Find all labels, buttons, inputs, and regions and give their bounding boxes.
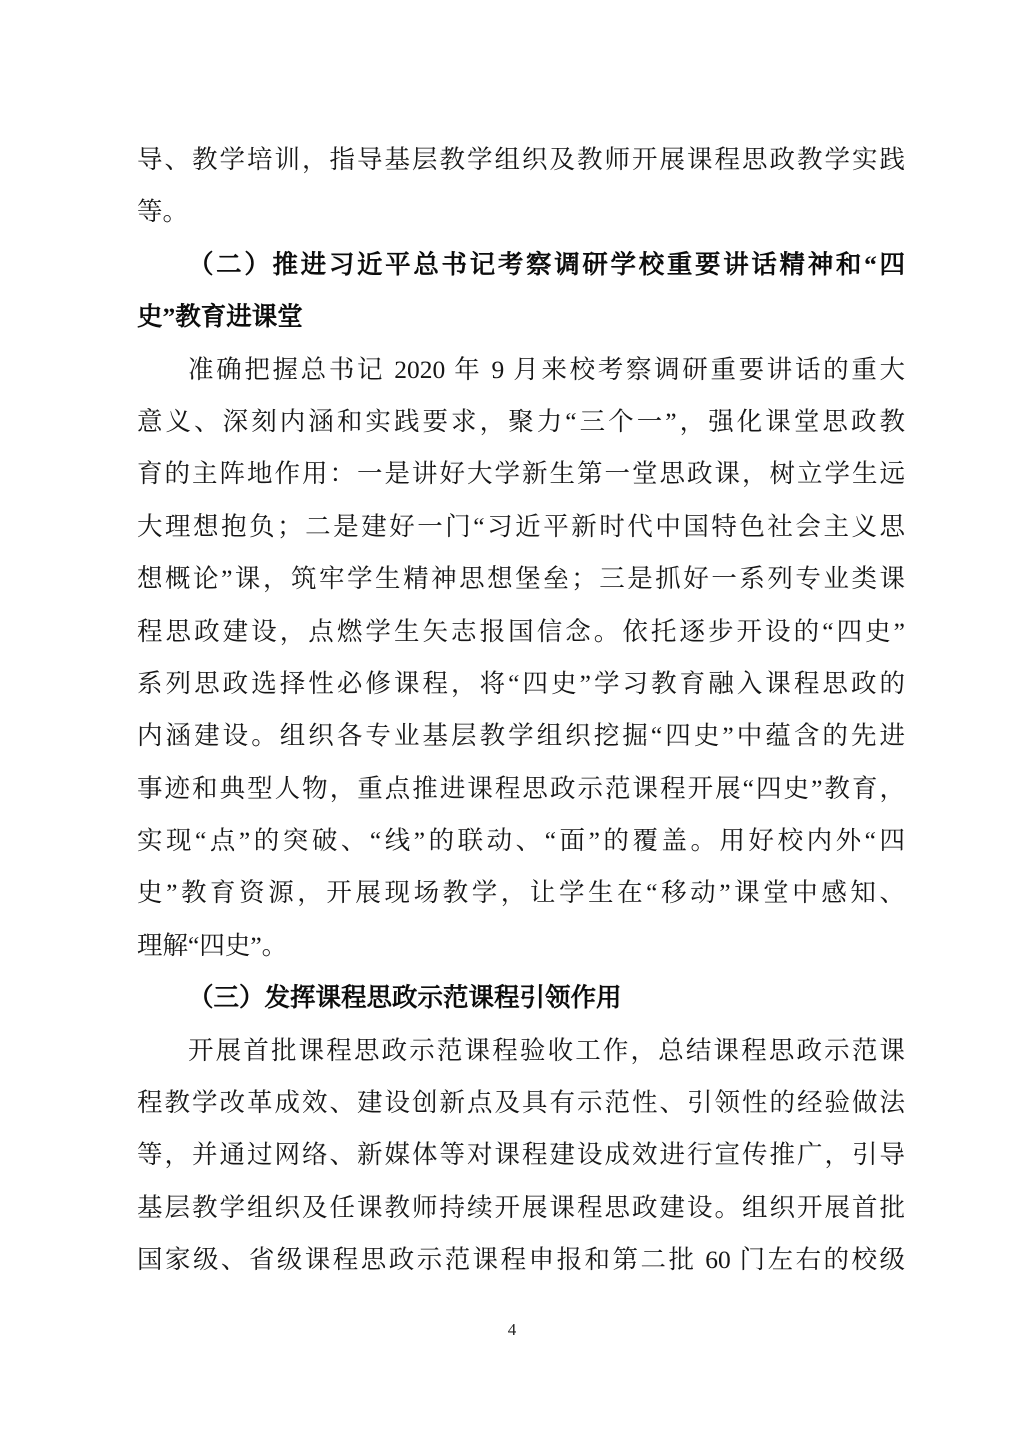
text-line: 大理想抱负；二是建好一门“习近平新时代中国特色社会主义思 [137,511,905,541]
text-line: 史”教育资源，开展现场教学，让学生在“移动”课堂中感知、 [137,878,905,908]
text-line: 实现“点”的突破、“线”的联动、“面”的覆盖。用好校内外“四 [137,826,905,856]
text-line: 开展首批课程思政示范课程验收工作，总结课程思政示范课 [188,1035,905,1065]
text-line: 等，并通过网络、新媒体等对课程建设成效进行宣传推广，引导 [137,1140,905,1170]
section-heading [137,972,905,1024]
text-line: 系列思政选择性必修课程，将“四史”学习教育融入课程思政的 [137,668,905,698]
text-line: 史”教育进课堂 [137,302,303,332]
text-line: 想概论”课，筑牢学生精神思想堡垒；三是抓好一系列专业类课 [137,564,905,594]
text-line: 育的主阵地作用：一是讲好大学新生第一堂思政课，树立学生远 [137,459,905,489]
paragraph [137,134,905,239]
text-line: 程思政建设，点燃学生矢志报国信念。依托逐步开设的“四史” [137,616,905,646]
document-body [137,134,905,1287]
text-line: 意义、深刻内涵和实践要求，聚力“三个一”，强化课堂思政教 [137,406,905,436]
text-line: 国家级、省级课程思政示范课程申报和第二批 60 门左右的校级 [137,1245,905,1275]
text-line: 程教学改革成效、建设创新点及具有示范性、引领性的经验做法 [137,1088,905,1118]
text-line: （二）推进习近平总书记考察调研学校重要讲话精神和“四 [188,249,905,279]
text-line: 事迹和典型人物，重点推进课程思政示范课程开展“四史”教育， [137,773,905,803]
paragraph [137,344,905,973]
text-line: 基层教学组织及任课教师持续开展课程思政建设。组织开展首批 [137,1192,905,1222]
page-number: 4 [507,1320,517,1339]
text-line: 理解“四史”。 [137,930,288,960]
text-line: 内涵建设。组织各专业基层教学组织挖掘“四史”中蕴含的先进 [137,721,905,751]
text-line: （三）发挥课程思政示范课程引领作用 [188,983,622,1013]
text-line: 等。 [137,197,189,227]
section-heading [137,239,905,344]
text-line: 导、教学培训，指导基层教学组织及教师开展课程思政教学实践 [137,145,905,174]
paragraph [137,1025,905,1287]
text-line: 准确把握总书记 2020 年 9 月来校考察调研重要讲话的重大 [188,354,905,384]
